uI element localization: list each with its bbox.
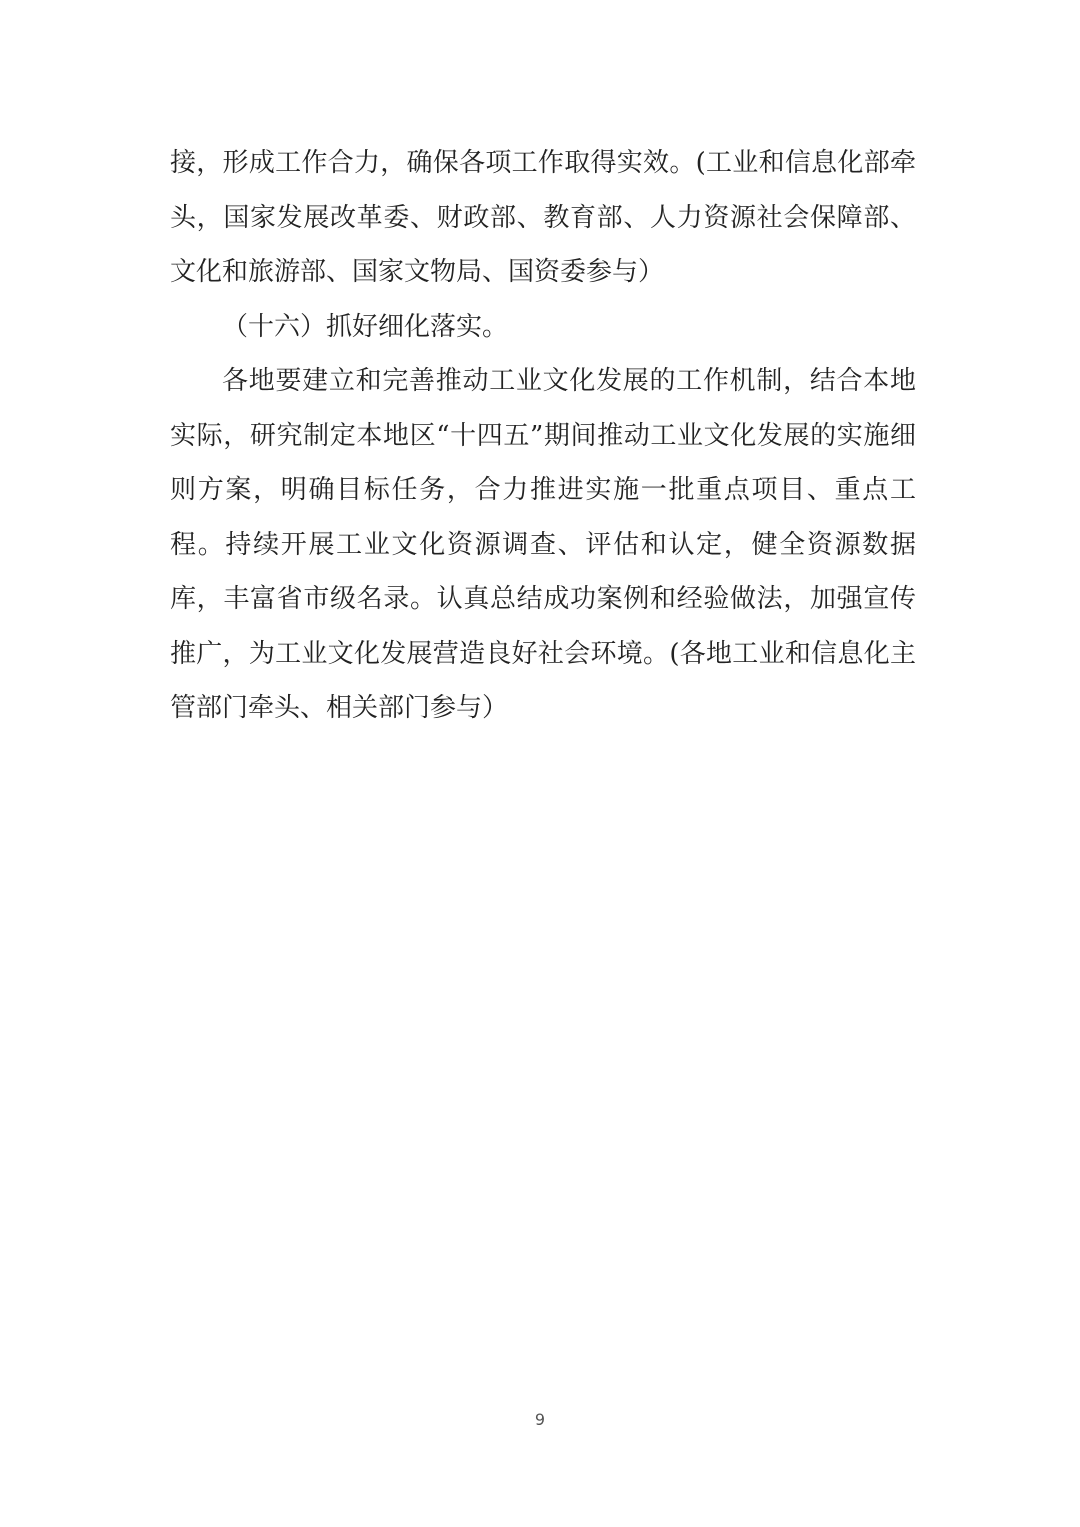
page-number: 9 xyxy=(534,1410,546,1429)
paragraph-body: 各地要建立和完善推动工业文化发展的工作机制，结合本地实际，研究制定本地区“十四五”期间推动工业文化发展的实施细则方案，明确目标任务，合力推进实施一批重点项目、重点工程。持续开展工业文化资源调查、评估和认定，健全资源数据库，丰富省市级名录。认真总结成功案例和经验做法，加强宣传推广，为工业文化发展营造良好社会环境。(各地工业和信息化主管部门牵头、相关部门参与） xyxy=(170,366,916,723)
paragraph-continuation: 接，形成工作合力，确保各项工作取得实效。(工业和信息化部牵头，国家发展改革委、财政部、教育部、人力资源社会保障部、文化和旅游部、国家文物局、国资委参与） xyxy=(170,148,916,287)
document-body xyxy=(170,136,916,736)
section-heading: （十六）抓好细化落实。 xyxy=(222,311,509,342)
